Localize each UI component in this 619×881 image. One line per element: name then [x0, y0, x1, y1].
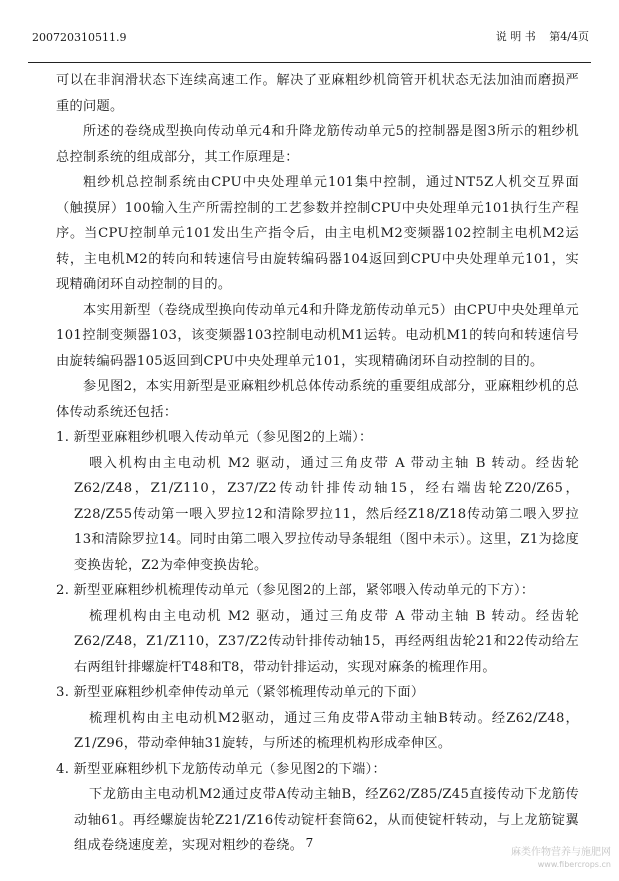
page-info: 第4/4页: [549, 30, 589, 43]
paragraph: 3. 新型亚麻粗纱机牵伸传动单元（紧邻梳理传动单元的下面）: [56, 685, 425, 700]
paragraph: 梳理机构由主电动机M2驱动，通过三角皮带A带动主轴B转动。经Z62/Z48，Z1/Z96，带动牵伸轴31旋转，与所述的梳理机构形成牵伸区。: [74, 710, 579, 751]
paragraph: 2. 新型亚麻粗纱机梳理传动单元（参见图2的上部，紧邻喂入传动单元的下方）：: [56, 583, 535, 598]
paragraph: 本实用新型（卷绕成型换向传动单元4和升降龙筋传动单元5）由CPU中央处理单元101控制变频器103，该变频器103控制电动机M1运转。电动机M1的转向和转速信号由旋转编码器105返回到CPU中央处理单元101，实现精确闭环自动控制的目的。: [56, 302, 579, 369]
paragraph: 喂入机构由主电动机 M2 驱动，通过三角皮带 A 带动主轴 B 转动。经齿轮Z62/Z48，Z1/Z110，Z37/Z2传动针排传动轴15，经右端齿轮Z20/Z65，Z28/Z55传动第一喂入罗拉12和清除罗拉11，然后经Z18/Z18传动第二喂入罗拉13和清除罗拉14。同时由第二喂入罗拉传动导条辊组（图中未示）。这里，Z1为捻度变换齿轮，Z2为牵伸变换齿轮。: [74, 455, 579, 573]
paragraph: 粗纱机总控制系统由CPU中央处理单元101集中控制，通过NT5Z人机交互界面（触摸屏）100输入生产所需控制的工艺参数并控制CPU中央处理单元101执行生产程序。当CPU控制单元101发出生产指令后，由主电机M2变频器102控制主电机M2运转，主电机M2的转向和转速信号由旋转编码器104返回到CPU中央处理单元101，实现精确闭环自动控制的目的。: [56, 175, 579, 292]
paragraph: 可以在非润滑状态下连续高速工作。解决了亚麻粗纱机筒管开机状态无法加油而磨损严重的问题。: [56, 73, 579, 114]
paragraph: 梳理机构由主电动机 M2 驱动，通过三角皮带 A 带动主轴 B 转动。经齿轮Z62/Z48，Z1/Z110，Z37/Z2传动针排传动轴15，再经两组齿轮21和22传动给左右两组针排螺旋杆T48和T8，带动针排运动，实现对麻条的梳理作用。: [74, 608, 579, 675]
body-text: [56, 68, 579, 859]
watermark-title: 麻类作物营养与施肥网: [511, 847, 611, 858]
paragraph: 所述的卷绕成型换向传动单元4和升降龙筋传动单元5的控制器是图3所示的粗纱机总控制系统的组成部分，其工作原理是：: [56, 124, 579, 165]
paragraph: 1. 新型亚麻粗纱机喂入传动单元（参见图2的上端）：: [56, 430, 373, 445]
page-header: [32, 22, 589, 44]
page-number: 7: [305, 836, 314, 850]
paragraph: 下龙筋由主电动机M2通过皮带A传动主轴B，经Z62/Z85/Z45直接传动下龙筋传动轴61。再经螺旋齿轮Z21/Z16传动锭杆套筒62，从而使锭杆转动，与上龙筋锭翼组成卷绕速度差，实现对粗纱的卷绕。: [74, 787, 579, 853]
header-rule: [28, 62, 591, 63]
document-number: 200720310511.9: [32, 31, 127, 44]
document-type: 说 明 书: [495, 30, 536, 43]
watermark-url: www.fibercrops.cn: [537, 860, 611, 869]
paragraph: 参见图2，本实用新型是亚麻粗纱机总体传动系统的重要组成部分，亚麻粗纱机的总体传动系统还包括：: [56, 379, 579, 420]
watermark: [511, 847, 611, 871]
paragraph: 4. 新型亚麻粗纱机下龙筋传动单元（参见图2的下端）：: [56, 761, 386, 777]
header-right: [486, 28, 589, 44]
